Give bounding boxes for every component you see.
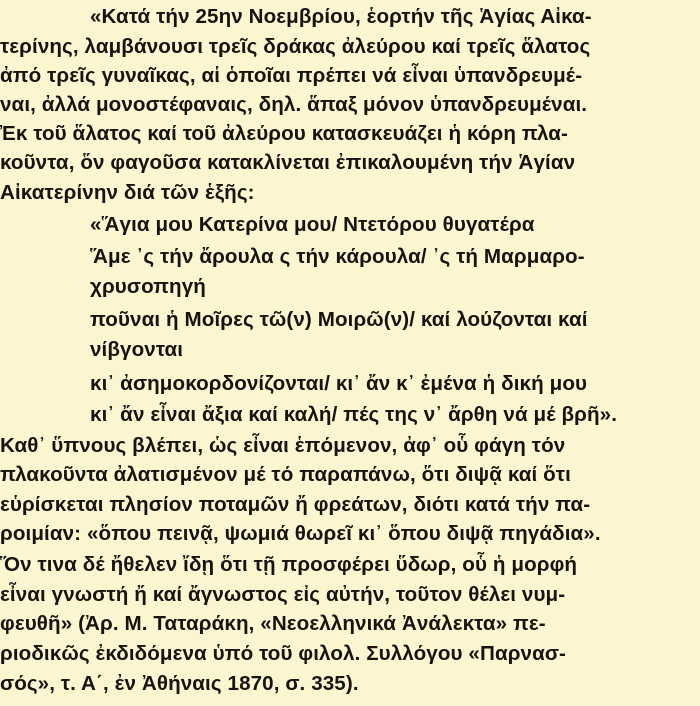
text-line-12: νίβγονται (90, 338, 184, 361)
text-line-8: «Ἅγια μου Κατερίνα μου/ Ντετόρου θυγατέρα (90, 213, 535, 236)
text-line-19: Ὅν τινα δέ ἤθελεν ἴδῃ ὅτι τῇ προσφέρει ὕδωρ, οὗ ἡ μορφή (0, 553, 578, 576)
text-line-1: «Κατά τήν 25ην Νοεμβρίου, ἑορτήν τῆς Ἁγίας Αἰκα- (90, 5, 592, 28)
text-line-23: σός», τ. Α΄, ἐν Ἀθήναις 1870, σ. 335). (0, 672, 359, 695)
text-line-22: ριοδικῶς ἐκδιδόμενα ὑπό τοῦ φιλολ. Συλλόγου «Παρνασ- (0, 642, 567, 665)
text-line-17: εὑρίσκεται πλησίον ποταμῶν ἤ φρεάτων, διότι κατά τήν πα- (0, 493, 591, 516)
text-line-14: κι᾽ ἄν εἶναι ἄξια καί καλή/ πές της ν᾽ ἄρθη νά μέ βρῆ». (90, 403, 618, 426)
text-line-16: πλακοῦντα ἀλατισμένον μέ τό παραπάνω, ὅτι διψᾷ καί ὅτι (0, 463, 571, 486)
text-line-21: φευθῆ» (Ἀρ. Μ. Ταταράκη, «Νεοελληνικά Ἀνάλεκτα» πε- (0, 612, 546, 635)
text-line-3: ἀπό τρεῖς γυναῖκας, αἱ ὁποῖαι πρέπει νά εἶναι ὑπανδρευμέ- (0, 64, 583, 87)
text-line-11: ποῦναι ἡ Μοῖρες τῶ(ν) Μοιρῶ(ν)/ καί λούζονται καί (90, 308, 588, 331)
text-line-10: χρυσοπηγή (90, 275, 206, 298)
text-line-18: ροιμίαν: «ὅπου πεινᾷ, ψωμιά θωρεῖ κι᾽ ὅπου διψᾷ πηγάδια». (0, 522, 601, 545)
text-line-9: Ἅμε ᾽ς τήν ἄρουλα ς τήν κάρουλα/ ᾽ς τή Μαρμαρο- (90, 245, 585, 268)
text-line-15: Καθ᾽ ὕπνους βλέπει, ὡς εἶναι ἑπόμενον, ἀφ᾽ οὗ φάγη τόν (0, 434, 566, 457)
text-line-5: Ἐκ τοῦ ἅλατος καί τοῦ ἀλεύρου κατασκευάζει ἡ κόρη πλα- (0, 122, 568, 145)
text-line-2: τερίνης, λαμβάνουσι τρεῖς δράκας ἀλεύρου καί τρεῖς ἅλατος (0, 35, 591, 58)
text-line-6: κοῦντα, ὅν φαγοῦσα κατακλίνεται ἐπικαλουμένη τήν Ἁγίαν (0, 151, 576, 174)
text-line-13: κι᾽ ἀσημοκορδονίζονται/ κι᾽ ἄν κ᾽ ἐμένα ἡ δική μου (90, 372, 588, 395)
text-line-4: ναι, ἀλλά μονοστέφαναις, δηλ. ἅπαξ μόνον ὑπανδρευμέναι. (0, 93, 588, 116)
text-line-7: Αἰκατερίνην διά τῶν ἑξῆς: (0, 181, 255, 204)
text-line-20: εἶναι γνωστή ἤ καί ἄγνωστος εἰς αὐτήν, τοῦτον θέλει νυμ- (0, 583, 566, 606)
